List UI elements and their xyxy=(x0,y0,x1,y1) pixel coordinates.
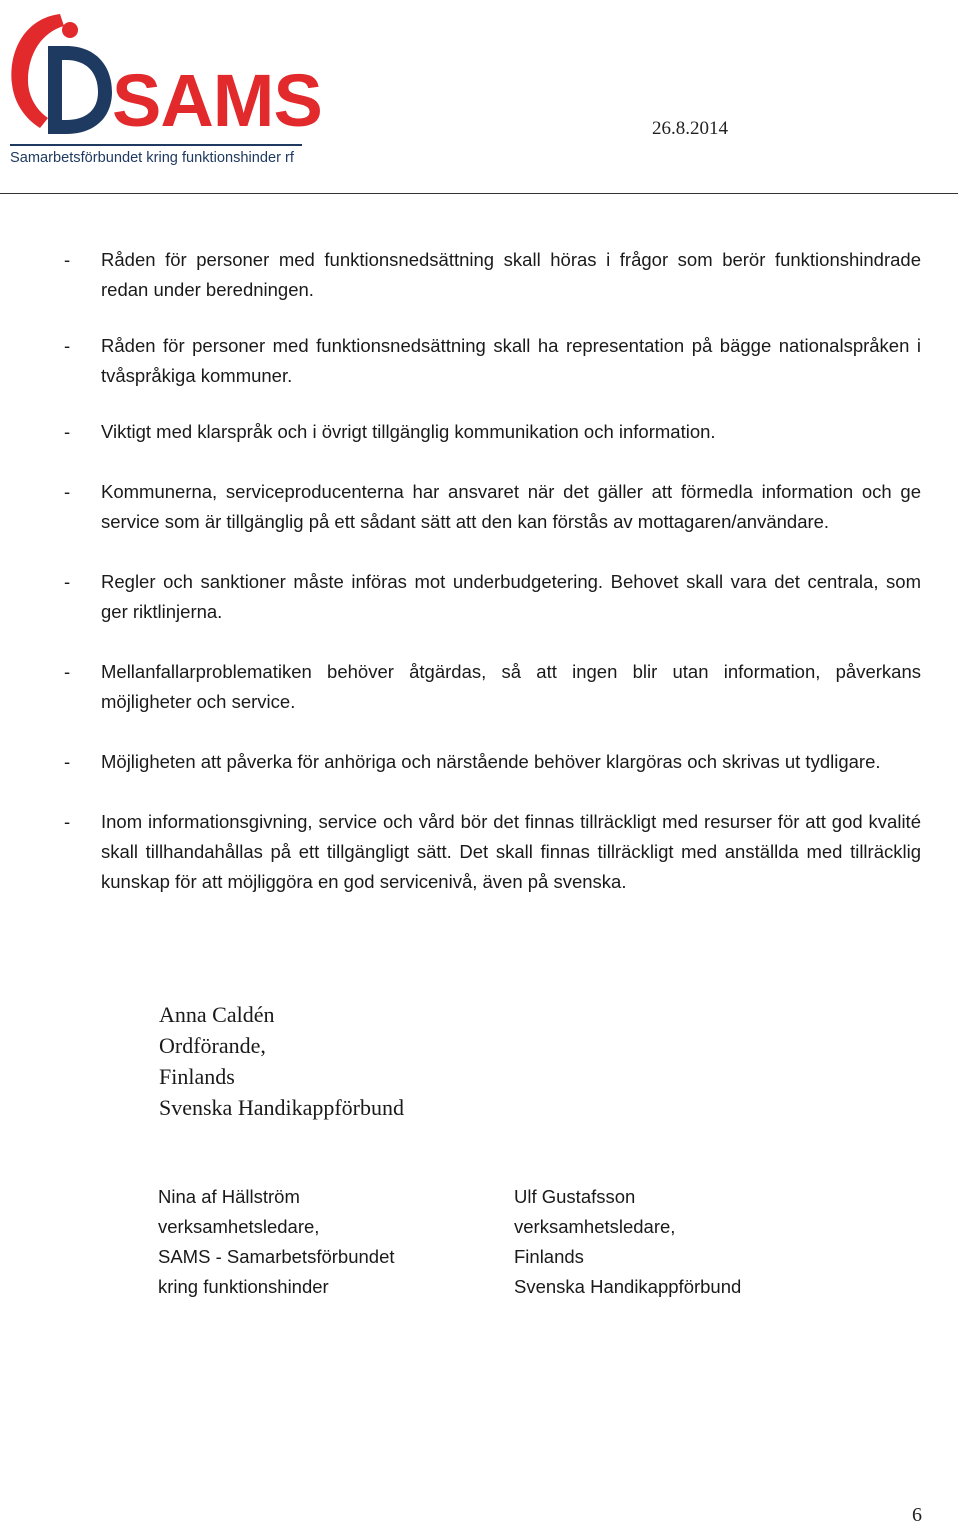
list-item xyxy=(0,747,960,777)
signature-block-main xyxy=(159,999,404,1123)
page-number: 6 xyxy=(912,1504,922,1526)
list-item xyxy=(0,657,960,717)
list-item xyxy=(0,417,960,447)
sams-logo-mark-icon xyxy=(8,10,118,144)
bullet-text: Mellanfallarproblematiken behöver åtgärdas, så att ingen blir utan information, påverkans möjligheter och service. xyxy=(101,661,921,712)
list-item xyxy=(0,477,960,537)
bullet-dash: - xyxy=(64,661,71,682)
signature-org-line: kring funktionshinder xyxy=(158,1276,329,1297)
bullet-dash: - xyxy=(64,571,71,592)
logo-wordmark: SAMS xyxy=(112,59,322,142)
bullet-dash: - xyxy=(64,335,71,356)
signature-name: Anna Caldén xyxy=(159,1002,275,1027)
bullet-dash: - xyxy=(64,249,71,270)
signature-name: Ulf Gustafsson xyxy=(514,1186,636,1207)
bullet-text: Regler och sanktioner måste införas mot underbudgetering. Behovet skall vara det centrala, som ger riktlinjerna. xyxy=(101,571,921,622)
bullet-dash: - xyxy=(64,751,71,772)
header-date: 26.8.2014 xyxy=(652,118,728,139)
sams-logo xyxy=(8,10,322,170)
bullet-text: Viktigt med klarspråk och i övrigt tillgänglig kommunikation och information. xyxy=(101,421,716,442)
signature-org-line: SAMS - Samarbetsförbundet xyxy=(158,1246,395,1267)
signature-block-right xyxy=(514,1182,741,1302)
header-divider xyxy=(0,193,958,194)
signature-org-line: Finlands xyxy=(514,1246,584,1267)
bullet-text: Kommunerna, serviceproducenterna har ansvaret när det gäller att förmedla information och ge service som är tillgänglig på ett sådant sätt att den kan förstås av mottagaren/användare. xyxy=(101,481,921,532)
list-item xyxy=(0,807,960,897)
signature-block-left xyxy=(158,1182,395,1302)
bullet-text: Möjligheten att påverka för anhöriga och närstående behöver klargöras och skrivas ut tydligare. xyxy=(101,751,881,772)
list-item xyxy=(0,331,960,391)
bullet-list xyxy=(0,245,960,897)
signature-title: verksamhetsledare, xyxy=(158,1216,320,1237)
signature-org-line: Svenska Handikappförbund xyxy=(159,1095,405,1120)
signature-org-line: Svenska Handikappförbund xyxy=(514,1276,742,1297)
list-item xyxy=(0,567,960,627)
bullet-dash: - xyxy=(64,811,71,832)
bullet-dash: - xyxy=(64,481,71,502)
signature-org-line: Finlands xyxy=(159,1064,235,1089)
signature-name: Nina af Hällström xyxy=(158,1186,300,1207)
signature-title: verksamhetsledare, xyxy=(514,1216,676,1237)
bullet-dash: - xyxy=(64,421,71,442)
logo-rule xyxy=(10,144,302,146)
signature-title: Ordförande, xyxy=(159,1033,266,1058)
list-item xyxy=(0,245,960,305)
bullet-text: Råden för personer med funktionsnedsättning skall höras i frågor som berör funktionshindrade redan under beredningen. xyxy=(101,249,921,300)
bullet-text: Inom informationsgivning, service och vård bör det finnas tillräckligt med resurser för att god kvalité skall tillhandahållas på ett tillgängligt sätt. Det skall finnas tillräckligt med anställda med tillräcklig kunskap för att möjliggöra en god servicenivå, även på svenska. xyxy=(101,811,921,892)
logo-tagline: Samarbetsförbundet kring funktionshinder rf xyxy=(10,150,294,166)
bullet-text: Råden för personer med funktionsnedsättning skall ha representation på bägge nationalspråken i tvåspråkiga kommuner. xyxy=(101,335,921,386)
